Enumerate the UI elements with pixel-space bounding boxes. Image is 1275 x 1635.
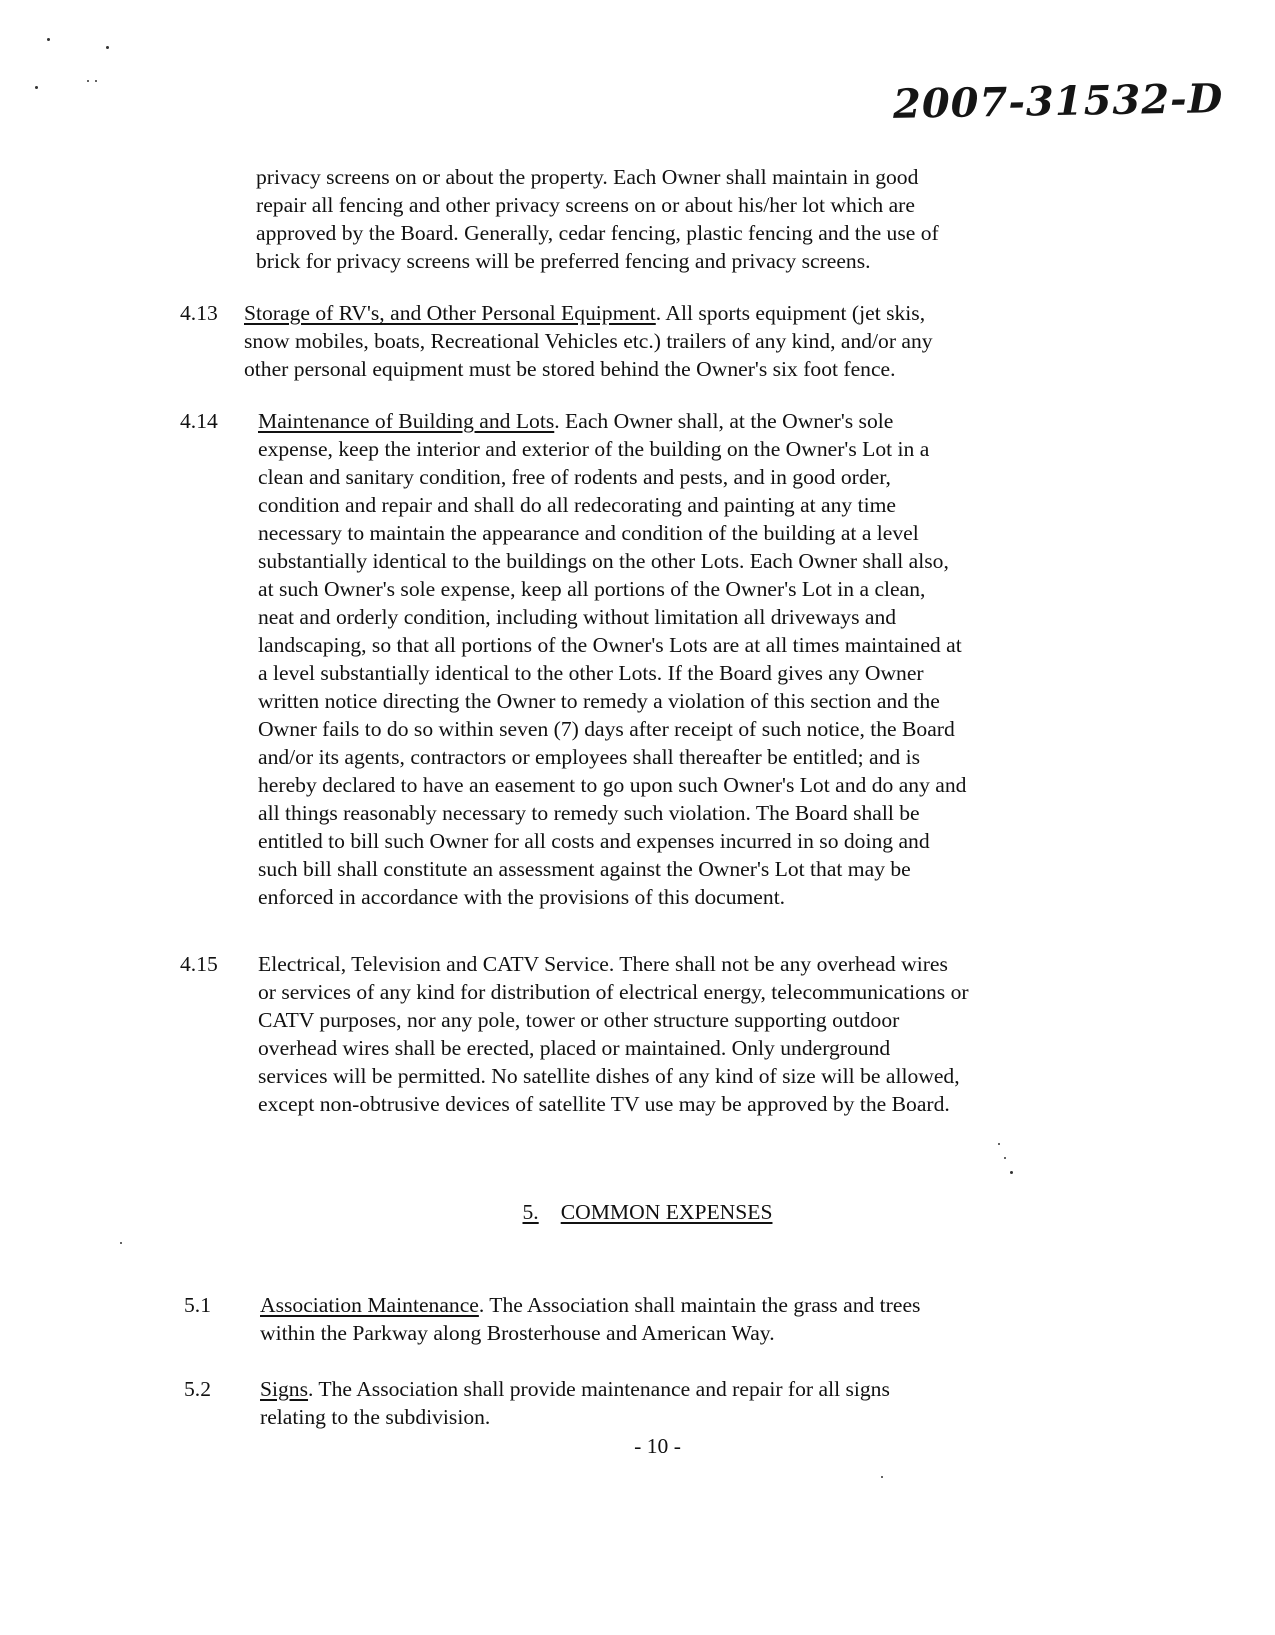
text-line bbox=[260, 1375, 890, 1403]
scan-speck bbox=[881, 1476, 883, 1478]
section-title: Maintenance of Building and Lots bbox=[258, 409, 555, 433]
text-line bbox=[260, 1291, 920, 1319]
text-line: other personal equipment must be stored behind the Owner's six foot fence. bbox=[244, 357, 896, 381]
section-4-14 bbox=[258, 407, 966, 911]
text-line: repair all fencing and other privacy screens on or about his/her lot which are bbox=[256, 193, 915, 217]
section-number-4-15: 4.15 bbox=[180, 952, 218, 976]
section-4-15 bbox=[258, 950, 969, 1118]
heading-number: 5. bbox=[522, 1200, 539, 1224]
scan-speck bbox=[1004, 1157, 1006, 1159]
section-number-4-13: 4.13 bbox=[180, 301, 218, 325]
section-number-4-14: 4.14 bbox=[180, 409, 218, 433]
section-5-2 bbox=[260, 1375, 890, 1431]
text-line: enforced in accordance with the provisions of this document. bbox=[258, 885, 786, 909]
text-line: approved by the Board. Generally, cedar fencing, plastic fencing and the use of bbox=[256, 221, 939, 245]
text-line: hereby declared to have an easement to go upon such Owner's Lot and do any and bbox=[258, 773, 967, 797]
text-line bbox=[244, 299, 933, 327]
text-line: all things reasonably necessary to remedy such violation. The Board shall be bbox=[258, 801, 920, 825]
text-line: services will be permitted. No satellite dishes of any kind of size will be allowed, bbox=[258, 1064, 960, 1088]
intro-paragraph bbox=[256, 163, 939, 275]
text-line: entitled to bill such Owner for all costs and expenses incurred in so doing and bbox=[258, 829, 930, 853]
text-span: . The Association shall maintain the grass and trees bbox=[478, 1293, 921, 1317]
scan-speck bbox=[35, 86, 38, 89]
text-span: . Each Owner shall, at the Owner's sole bbox=[554, 409, 894, 433]
text-line: expense, keep the interior and exterior of the building on the Owner's Lot in a bbox=[258, 437, 930, 461]
heading-title: COMMON EXPENSES bbox=[560, 1200, 773, 1224]
text-line: CATV purposes, nor any pole, tower or other structure supporting outdoor bbox=[258, 1008, 900, 1032]
text-line: and/or its agents, contractors or employees shall thereafter be entitled; and is bbox=[258, 745, 920, 769]
text-line: substantially identical to the buildings on the other Lots. Each Owner shall also, bbox=[258, 549, 949, 573]
section-title: Association Maintenance bbox=[260, 1293, 479, 1317]
text-line: Electrical, Television and CATV Service. There shall not be any overhead wires bbox=[258, 952, 948, 976]
section-number-5-2: 5.2 bbox=[184, 1377, 211, 1401]
text-line: overhead wires shall be erected, placed or maintained. Only underground bbox=[258, 1036, 891, 1060]
text-line: or services of any kind for distribution of electrical energy, telecommunications or bbox=[258, 980, 969, 1004]
scan-speck bbox=[1010, 1171, 1013, 1174]
section-title: Signs bbox=[260, 1377, 309, 1401]
text-span: . All sports equipment (jet skis, bbox=[655, 301, 926, 325]
section-5-1 bbox=[260, 1291, 920, 1347]
text-line: within the Parkway along Brosterhouse and American Way. bbox=[260, 1321, 775, 1345]
scan-speck bbox=[120, 1242, 122, 1244]
scan-speck bbox=[47, 38, 50, 41]
text-line: necessary to maintain the appearance and condition of the building at a level bbox=[258, 521, 919, 545]
section-heading-common-expenses bbox=[0, 1198, 1275, 1226]
text-line bbox=[258, 407, 966, 435]
scan-speck bbox=[998, 1143, 1000, 1145]
text-line: brick for privacy screens will be preferred fencing and privacy screens. bbox=[256, 249, 871, 273]
text-line: privacy screens on or about the property. Each Owner shall maintain in good bbox=[256, 165, 919, 189]
text-line: neat and orderly condition, including without limitation all driveways and bbox=[258, 605, 897, 629]
text-line: condition and repair and shall do all redecorating and painting at any time bbox=[258, 493, 897, 517]
section-number-5-1: 5.1 bbox=[184, 1293, 211, 1317]
recording-number-stamp: 2007-31532-D bbox=[892, 75, 1224, 128]
section-4-13 bbox=[244, 299, 933, 383]
text-span: . The Association shall provide maintenance and repair for all signs bbox=[308, 1377, 890, 1401]
scan-speck bbox=[95, 80, 97, 82]
page-number: - 10 - bbox=[634, 1434, 681, 1458]
section-title: Storage of RV's, and Other Personal Equipment bbox=[244, 301, 656, 325]
text-line: such bill shall constitute an assessment against the Owner's Lot that may be bbox=[258, 857, 911, 881]
text-line: snow mobiles, boats, Recreational Vehicles etc.) trailers of any kind, and/or any bbox=[244, 329, 933, 353]
text-line: landscaping, so that all portions of the Owner's Lots are at all times maintained at bbox=[258, 633, 962, 657]
text-line: except non-obtrusive devices of satellite TV use may be approved by the Board. bbox=[258, 1092, 950, 1116]
text-line: a level substantially identical to the other Lots. If the Board gives any Owner bbox=[258, 661, 924, 685]
text-line: written notice directing the Owner to remedy a violation of this section and the bbox=[258, 689, 940, 713]
text-line: at such Owner's sole expense, keep all portions of the Owner's Lot in a clean, bbox=[258, 577, 926, 601]
text-line: clean and sanitary condition, free of rodents and pests, and in good order, bbox=[258, 465, 891, 489]
scan-speck bbox=[87, 80, 89, 82]
text-line: Owner fails to do so within seven (7) days after receipt of such notice, the Board bbox=[258, 717, 955, 741]
scan-speck bbox=[106, 46, 109, 49]
text-line: relating to the subdivision. bbox=[260, 1405, 491, 1429]
